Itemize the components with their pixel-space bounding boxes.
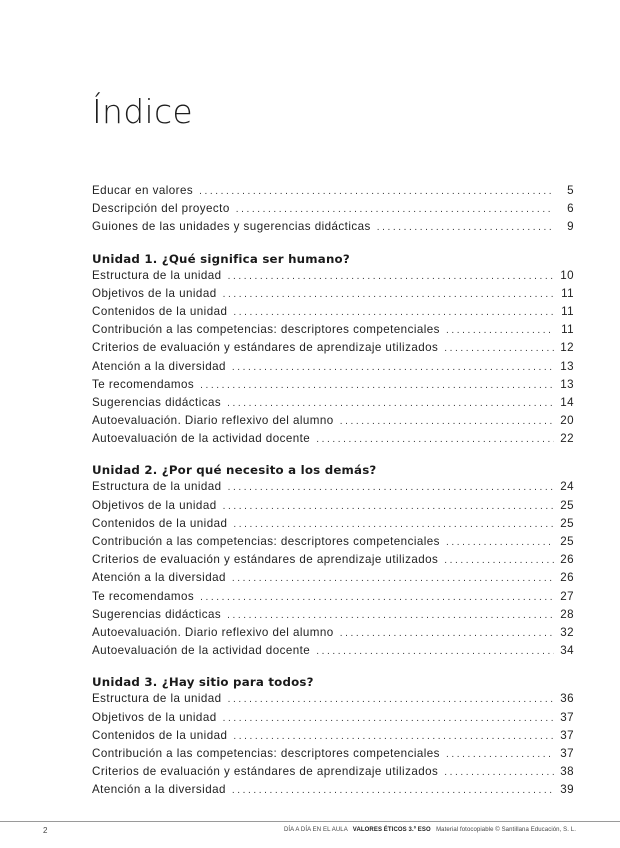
unit-section <box>92 672 574 801</box>
toc-entry-page-number: 37 <box>560 710 574 724</box>
toc-entry-label: Contribución a las competencias: descriptores competenciales <box>92 535 440 548</box>
toc-entry[interactable] <box>92 499 574 517</box>
toc-entry-label: Objetivos de la unidad <box>92 710 217 724</box>
toc-entry-label: Autoevaluación. Diario reflexivo del alumno <box>92 625 334 639</box>
toc-entry-label: Contribución a las competencias: descriptores competenciales <box>92 323 440 337</box>
toc-entry-label: Contenidos de la unidad <box>92 516 228 530</box>
toc-entry-page-number: 13 <box>560 377 574 391</box>
toc-entry[interactable] <box>92 626 574 644</box>
toc-entry[interactable] <box>92 396 574 414</box>
toc-entry-label: Estructura de la unidad <box>92 692 222 706</box>
toc-entry-page-number: 12 <box>560 341 574 355</box>
toc-entry-page-number: 22 <box>560 432 574 446</box>
toc-entry-label: Contenidos de la unidad <box>92 304 228 318</box>
footer-credits <box>284 827 576 833</box>
toc-entry[interactable] <box>92 378 574 396</box>
toc-leader-dots <box>227 610 554 621</box>
toc-entry-page-number: 38 <box>560 765 574 779</box>
toc-entry[interactable] <box>92 608 574 626</box>
toc-entry-page-number: 14 <box>560 395 574 409</box>
toc-leader-dots <box>232 573 554 584</box>
toc-leader-dots <box>232 362 554 373</box>
toc-leader-dots <box>228 482 554 493</box>
toc-leader-dots <box>446 749 554 760</box>
toc-entry[interactable] <box>92 553 574 571</box>
footer-series: DÍA A DÍA EN EL AULA <box>283 827 348 833</box>
toc-entry-page-number: 11 <box>561 304 574 318</box>
toc-entry-page-number: 27 <box>560 589 574 603</box>
footer-copyright: Material fotocopiable © Santillana Educación, S. L. <box>436 827 576 833</box>
intro-list <box>92 184 574 239</box>
toc-entry-page-number: 34 <box>560 644 574 658</box>
toc-entry-page-number: 39 <box>560 783 574 797</box>
toc-entry[interactable] <box>92 480 574 498</box>
toc-entry-label: Atención a la diversidad <box>92 571 226 585</box>
toc-entry-label: Estructura de la unidad <box>92 480 222 494</box>
footer-subject: VALORES ÉTICOS 3.º ESO <box>352 827 431 833</box>
toc-leader-dots <box>200 380 554 391</box>
toc-leader-dots <box>228 271 554 282</box>
toc-entry[interactable] <box>92 184 574 202</box>
toc-entry-page-number: 37 <box>560 746 574 760</box>
toc-entry-label: Atención a la diversidad <box>92 783 226 797</box>
toc-leader-dots <box>377 222 554 233</box>
toc-entry[interactable] <box>92 517 574 535</box>
toc-entry[interactable] <box>92 341 574 359</box>
toc-entry-page-number: 5 <box>567 184 574 197</box>
toc-entry[interactable] <box>92 692 574 710</box>
toc-entry-label: Te recomendamos <box>92 377 195 391</box>
toc-leader-dots <box>446 325 554 336</box>
toc-entry-label: Educar en valores <box>92 184 194 197</box>
toc-entry-page-number: 26 <box>560 571 574 585</box>
toc-entry[interactable] <box>92 783 574 801</box>
toc-entry[interactable] <box>92 711 574 729</box>
toc-entry-page-number: 25 <box>560 516 574 530</box>
toc-entry[interactable] <box>92 323 574 341</box>
toc-leader-dots <box>444 767 554 778</box>
toc-leader-dots <box>316 434 554 445</box>
unit-heading[interactable]: Unidad 2. ¿Por qué necesito a los demás? <box>92 463 377 478</box>
toc-entry-page-number: 36 <box>560 692 574 706</box>
toc-leader-dots <box>232 785 554 796</box>
toc-entry-page-number: 9 <box>567 220 574 234</box>
toc-leader-dots <box>340 416 554 427</box>
toc-entry-page-number: 25 <box>560 535 574 548</box>
toc-leader-dots <box>444 343 554 354</box>
toc-leader-dots <box>444 555 554 566</box>
toc-entry-page-number: 13 <box>560 359 574 373</box>
toc-entry-page-number: 6 <box>567 202 574 216</box>
toc-entry-label: Sugerencias didácticas <box>92 395 222 409</box>
toc-entry-page-number: 20 <box>560 414 574 428</box>
toc-entry[interactable] <box>92 202 574 220</box>
toc-leader-dots <box>233 307 554 318</box>
toc-entry-label: Criterios de evaluación y estándares de aprendizaje utilizados <box>92 341 439 355</box>
toc-entry[interactable] <box>92 360 574 378</box>
toc-entry[interactable] <box>92 590 574 608</box>
toc-entry[interactable] <box>92 765 574 783</box>
toc-entry-label: Descripción del proyecto <box>92 202 230 216</box>
toc-entry-label: Criterios de evaluación y estándares de aprendizaje utilizados <box>92 765 439 779</box>
toc-entry[interactable] <box>92 747 574 765</box>
toc-entry-page-number: 11 <box>561 286 574 300</box>
toc-entry[interactable] <box>92 287 574 305</box>
toc-entry-label: Estructura de la unidad <box>92 268 222 282</box>
toc-entry-label: Objetivos de la unidad <box>92 498 217 512</box>
toc-entry-label: Autoevaluación de la actividad docente <box>92 644 311 658</box>
toc-entry-label: Contribución a las competencias: descriptores competenciales <box>92 746 440 760</box>
unit-section <box>92 249 574 451</box>
toc-entry[interactable] <box>92 432 574 450</box>
units-list <box>92 249 574 802</box>
toc-leader-dots <box>223 713 554 724</box>
toc-leader-dots <box>233 519 554 530</box>
toc-entry-page-number: 28 <box>560 607 574 621</box>
toc-leader-dots <box>316 646 554 657</box>
toc-entry[interactable] <box>92 644 574 662</box>
toc-entry-page-number: 11 <box>561 323 574 337</box>
toc-entry-page-number: 26 <box>560 553 574 567</box>
toc-entry[interactable] <box>92 571 574 589</box>
toc-entry[interactable] <box>92 305 574 323</box>
toc-entry[interactable] <box>92 220 574 238</box>
toc-entry-page-number: 24 <box>560 480 574 494</box>
toc-entry[interactable] <box>92 269 574 287</box>
toc-entry-label: Criterios de evaluación y estándares de aprendizaje utilizados <box>92 553 439 567</box>
toc-entry-label: Atención a la diversidad <box>92 359 226 373</box>
toc-leader-dots <box>200 592 554 603</box>
toc-entry-page-number: 10 <box>560 268 574 282</box>
toc-entry-label: Guiones de las unidades y sugerencias didácticas <box>92 220 371 234</box>
footer-divider <box>0 821 620 822</box>
toc-entry[interactable] <box>92 729 574 747</box>
unit-heading[interactable]: Unidad 1. ¿Qué significa ser humano? <box>92 251 350 266</box>
toc-leader-dots <box>340 628 554 639</box>
toc-entry-page-number: 32 <box>560 625 574 639</box>
toc-leader-dots <box>227 398 554 409</box>
toc-entry-label: Objetivos de la unidad <box>92 286 217 300</box>
toc-leader-dots <box>223 289 554 300</box>
toc-leader-dots <box>199 186 554 197</box>
toc-entry-label: Te recomendamos <box>92 589 195 603</box>
table-of-contents <box>92 184 574 801</box>
unit-section <box>92 460 574 662</box>
toc-leader-dots <box>233 731 554 742</box>
footer-page-number: 2 <box>43 826 48 835</box>
toc-leader-dots <box>236 204 554 215</box>
toc-leader-dots <box>228 694 554 705</box>
toc-leader-dots <box>446 537 554 548</box>
toc-entry-label: Sugerencias didácticas <box>92 607 222 621</box>
page-title: Índice <box>92 92 194 131</box>
toc-entry-label: Autoevaluación de la actividad docente <box>92 432 311 446</box>
toc-entry-page-number: 25 <box>560 498 574 512</box>
toc-leader-dots <box>223 501 554 512</box>
toc-entry[interactable] <box>92 535 574 553</box>
toc-entry-label: Autoevaluación. Diario reflexivo del alumno <box>92 414 334 428</box>
toc-entry-label: Contenidos de la unidad <box>92 728 228 742</box>
unit-heading[interactable]: Unidad 3. ¿Hay sitio para todos? <box>92 675 314 690</box>
toc-entry[interactable] <box>92 414 574 432</box>
toc-entry-page-number: 37 <box>560 728 574 742</box>
